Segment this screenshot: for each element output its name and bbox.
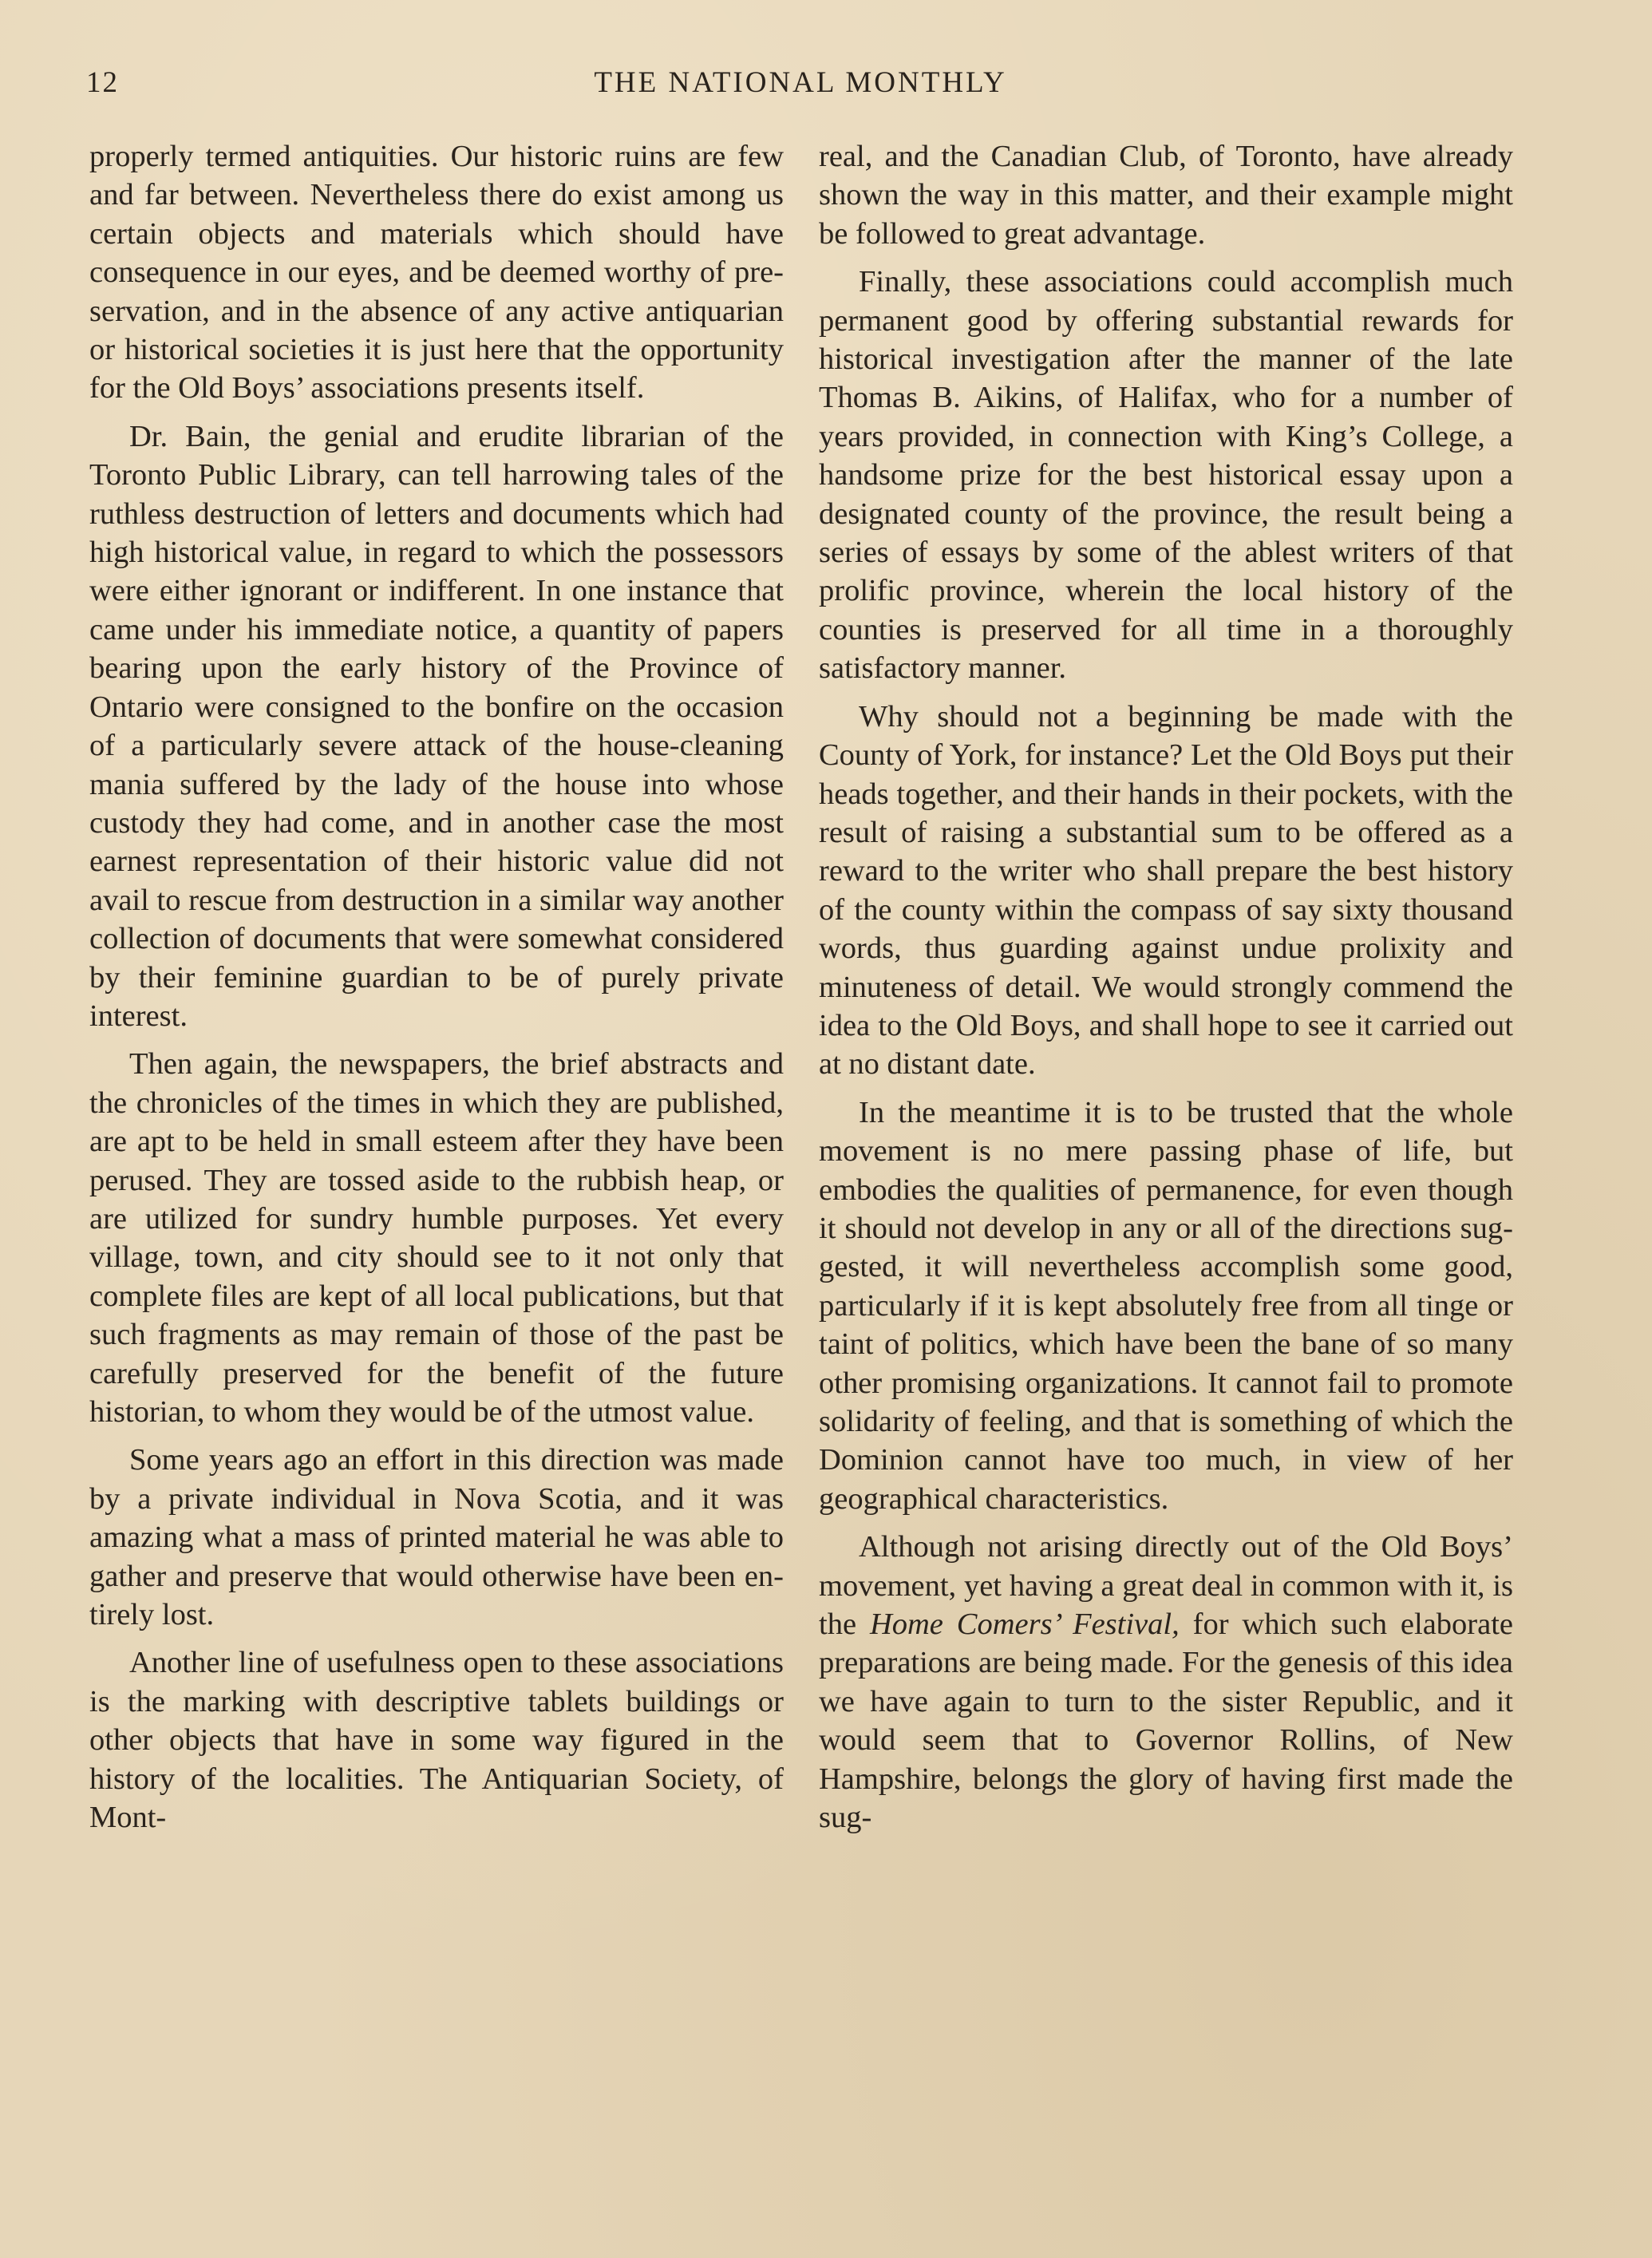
paragraph: In the meantime it is to be trusted that the whole movement is no mere passing phase of life, but embodies the qualities of permanence, for even though it should not develop in any or all of the directions suggested, it will nevertheless accomplish some good, particularly if it is kept absolutely free from all tinge or taint of politics, which have been the bane of so many other promising organizations. It cannot fail to promote solidarity of feeling, and that is something of which the Dominion cannot have too much, in view of her geographical characteristics. — [819, 1095, 1513, 1516]
paragraph: properly termed antiquities. Our historic ruins are few and far between. Nevertheless there do exist among us certain objects and materials which should have consequence in our eyes, and be deemed worthy of preservation, and in the absence of any active antiquarian or historical societies it is just here that the opportunity for the Old Boys’ associations presents itself. — [89, 140, 784, 405]
journal-title: THE NATIONAL MONTHLY — [594, 66, 1007, 99]
paragraph: Some years ago an effort in this direction was made by a private individual in Nova Scotia, and it was amazing what a mass of printed material he was able to gather and preserve that would otherwise have been entirely lost. — [89, 1443, 784, 1632]
running-head — [86, 65, 1515, 105]
paragraph-text: for which such elaborate preparations are being made. For the genesis of this idea we have again to turn to the sister Republic, and it would seem that to Governor Rollins, of New Hampshire, belongs the glory of having first made the sug- — [819, 1607, 1513, 1835]
page-number: 12 — [86, 66, 119, 99]
paragraph-text: Although not arising directly out of the Old Boys’ movement, yet having a great deal in common with it, is the — [819, 1530, 1513, 1642]
paragraph: Another line of usefulness open to these associations is the marking with descriptive tablets buildings or other objects that have in some way figured in the history of the localities. The Antiquarian Society, of Mont- — [89, 1646, 784, 1835]
paragraph: Finally, these associations could accomplish much permanent good by offering substantial rewards for historical investigation after the manner of the late Thomas B. Aikins, of Halifax, who for a number of years provided, in connection with King’s College, a handsome prize for the best historical essay upon a designated county of the province, the result being a series of essays by some of the ablest writers of that prolific province, wherein the local history of the counties is preserved for all time in a thoroughly satisfactory manner. — [819, 265, 1513, 686]
paragraph: Dr. Bain, the genial and erudite librarian of the Toronto Public Library, can tell harrowing tales of the ruthless destruction of letters and documents which had high historical value, in regard to which the possessors were either ignorant or indifferent. In one instance that came under his immediate notice, a quantity of papers bearing upon the early history of the Province of Ontario were consigned to the bonfire on the occasion of a particularly severe attack of the house-cleaning mania suffered by the lady of the house into whose custody they had come, and in another case the most earnest representation of their historic value did not avail to rescue from destruction in a similar way another collection of documents that were somewhat considered by their feminine guardian to be of purely private interest. — [89, 419, 784, 1033]
paragraph — [819, 1528, 1513, 1837]
festival-title: Home Comers’ Festival, — [869, 1607, 1180, 1642]
paragraph: Why should not a beginning be made with the County of York, for instance? Let the Old Boys put their heads together, and their hands in their pockets, with the result of raising a substantial sum to be offered as a reward to the writer who shall prepare the best history of the county within the compass of say sixty thousand words, thus guarding against undue prolixity and minuteness of detail. We would strongly commend the idea to the Old Boys, and shall hope to see it carried out at no distant date. — [819, 699, 1513, 1082]
paragraph: real, and the Canadian Club, of Toronto, have already shown the way in this matter, and their example might be followed to great advantage. — [819, 140, 1513, 251]
right-column — [819, 137, 1513, 1837]
left-column — [89, 137, 784, 1837]
paragraph: Then again, the newspapers, the brief abstracts and the chronicles of the times in which they are published, are apt to be held in small esteem after they have been perused. They are tossed aside to the rubbish heap, or are utilized for sundry humble purposes. Yet every village, town, and city should see to it not only that complete files are kept of all local publications, but that such fragments as may remain of those of the past be carefully preserved for the benefit of the future historian, to whom they would be of the utmost value. — [89, 1047, 784, 1429]
